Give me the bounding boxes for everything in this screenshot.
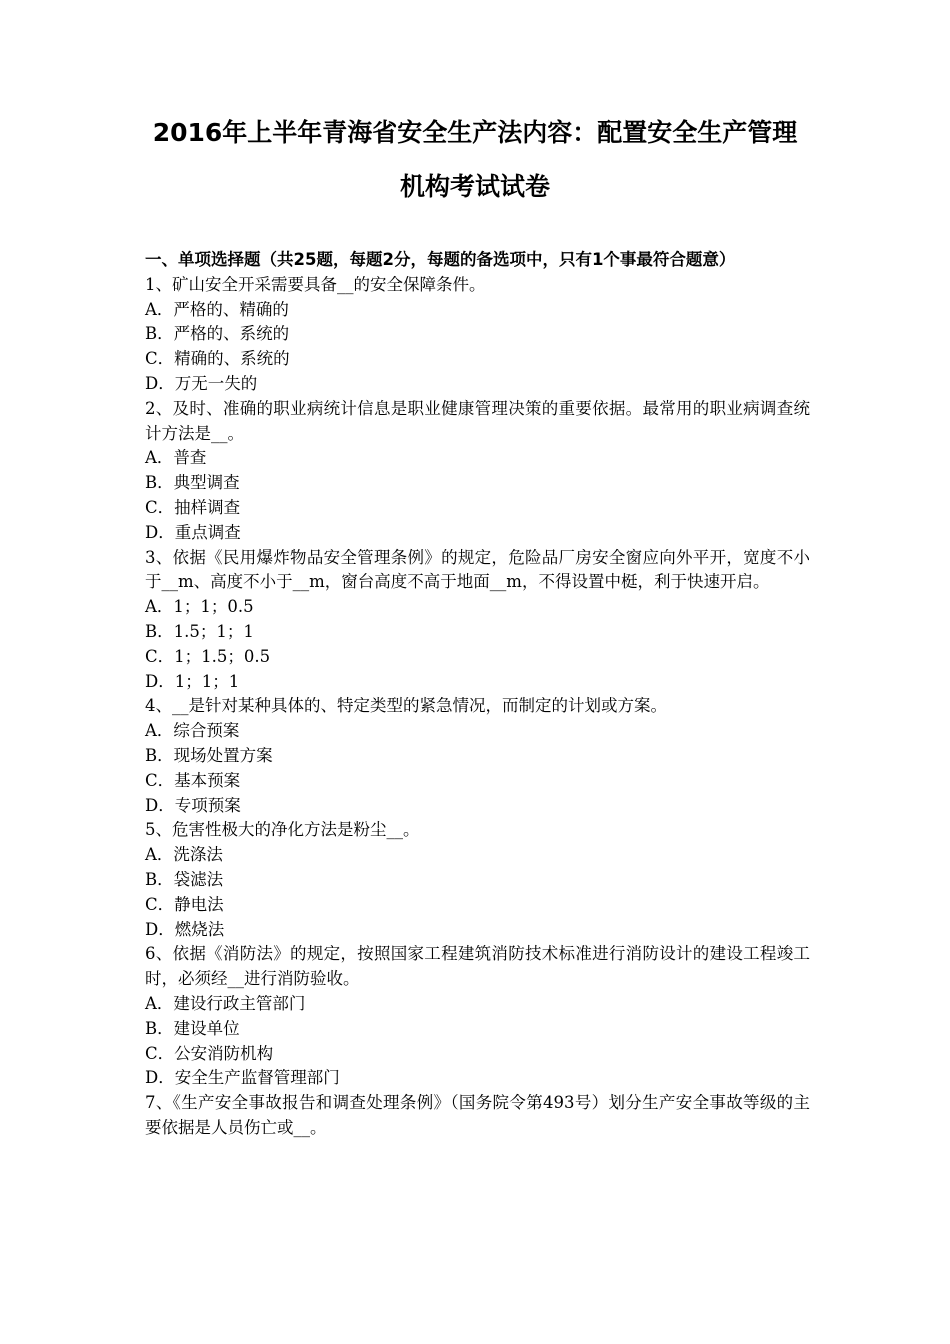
option-d: D．重点调查	[145, 522, 241, 542]
question-stem: 7、《生产安全事故报告和调查处理条例》（国务院令第493号）划分生产安全事故等级的主要依据是人员伤亡或__。	[145, 1093, 810, 1137]
question-6	[145, 942, 810, 1091]
option-b: B．严格的、系统的	[145, 324, 290, 344]
option-d: D．万无一失的	[145, 373, 258, 393]
option-c: C．静电法	[145, 894, 224, 914]
question-3	[145, 546, 810, 695]
option-d: D．安全生产监督管理部门	[145, 1068, 340, 1088]
question-4	[145, 694, 810, 818]
question-stem: 2、及时、准确的职业病统计信息是职业健康管理决策的重要依据。最常用的职业病调查统计方法是__。	[145, 398, 810, 443]
option-a: A．1；1；0.5	[145, 597, 254, 617]
option-b: B．现场处置方案	[145, 745, 273, 765]
option-a: A．综合预案	[145, 721, 240, 741]
question-stem: 5、危害性极大的净化方法是粉尘__。	[145, 820, 420, 840]
option-c: C．1；1.5；0.5	[145, 646, 271, 666]
option-d: D．燃烧法	[145, 919, 225, 939]
document-body	[145, 248, 810, 1141]
option-b: B．典型调查	[145, 473, 240, 493]
option-b: B．袋滤法	[145, 869, 224, 889]
question-2	[145, 397, 810, 546]
document-title-line-2: 机构考试试卷	[399, 172, 550, 201]
option-a: A．建设行政主管部门	[145, 993, 306, 1013]
option-a: A．严格的、精确的	[145, 299, 289, 319]
section-heading: 一、单项选择题（共25题，每题2分，每题的备选项中，只有1个事最符合题意）	[145, 250, 736, 269]
option-d: D．1；1；1	[145, 671, 240, 691]
option-c: C．精确的、系统的	[145, 349, 290, 369]
option-c: C．基本预案	[145, 770, 241, 790]
question-7	[145, 1091, 810, 1141]
question-stem: 4、__是针对某种具体的、特定类型的紧急情况，而制定的计划或方案。	[145, 696, 667, 716]
question-1	[145, 273, 810, 397]
option-a: A．普查	[145, 448, 207, 468]
question-stem: 3、依据《民用爆炸物品安全管理条例》的规定，危险品厂房安全窗应向外平开，宽度不小于__m、高度不小于__m，窗台高度不高于地面__m，不得设置中梃，利于快速开启。	[145, 547, 810, 592]
question-5	[145, 818, 810, 942]
option-a: A．洗涤法	[145, 845, 223, 865]
option-c: C．公安消防机构	[145, 1043, 274, 1063]
question-stem: 6、依据《消防法》的规定，按照国家工程建筑消防技术标准进行消防设计的建设工程竣工时，必须经__进行消防验收。	[145, 944, 810, 989]
option-b: B．1.5；1；1	[145, 621, 254, 641]
option-c: C．抽样调查	[145, 497, 241, 517]
option-b: B．建设单位	[145, 1018, 240, 1038]
document-title-line-1: 2016年上半年青海省安全生产法内容：配置安全生产管理	[152, 118, 798, 147]
option-d: D．专项预案	[145, 795, 241, 815]
question-stem: 1、矿山安全开采需要具备__的安全保障条件。	[145, 274, 486, 294]
